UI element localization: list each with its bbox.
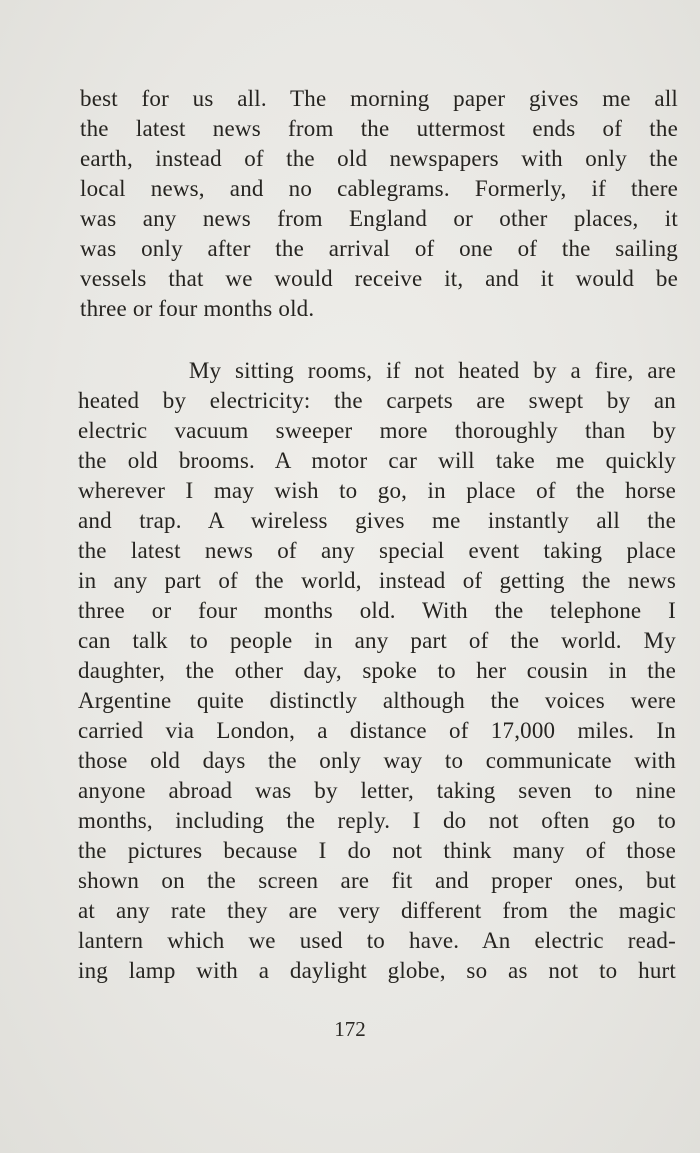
text-line: electric vacuum sweeper more thoroughly than by [78, 418, 676, 443]
text-line: carried via London, a distance of 17,000 miles. In [78, 718, 676, 743]
text-line: three or four months old. With the telephone I [78, 598, 676, 623]
text-line: best for us all. The morning paper gives me all [80, 86, 678, 111]
text-line: anyone abroad was by letter, taking seven to nine [78, 778, 676, 803]
text-line: months, including the reply. I do not often go to [78, 808, 676, 833]
text-line: lantern which we used to have. An electric read- [78, 928, 676, 953]
text-line: earth, instead of the old newspapers with only the [80, 146, 678, 171]
paragraph-2 [78, 356, 676, 986]
page-number: 172 [334, 1017, 366, 1041]
text-line: the pictures because I do not think many of those [78, 838, 676, 863]
text-line: at any rate they are very different from the magic [78, 898, 676, 923]
text-line: shown on the screen are fit and proper ones, but [78, 868, 676, 893]
text-line: those old days the only way to communicate with [78, 748, 676, 773]
text-line: the latest news of any special event taking place [78, 538, 676, 563]
text-line: heated by electricity: the carpets are swept by an [78, 388, 676, 413]
text-line: local news, and no cablegrams. Formerly, if there [80, 176, 678, 201]
text-line: daughter, the other day, spoke to her cousin in the [78, 658, 676, 683]
text-line: ing lamp with a daylight globe, so as not to hurt [78, 958, 676, 983]
text-line: three or four months old. [80, 296, 315, 321]
paragraph-1 [80, 84, 678, 324]
text-line: can talk to people in any part of the world. My [78, 628, 676, 653]
text-line: was any news from England or other places, it [80, 206, 678, 231]
text-line: wherever I may wish to go, in place of the horse [78, 478, 676, 503]
text-line: My sitting rooms, if not heated by a fire, are [78, 358, 676, 383]
text-line: the latest news from the uttermost ends of the [80, 116, 678, 141]
text-line: vessels that we would receive it, and it would be [80, 266, 678, 291]
text-line: and trap. A wireless gives me instantly all the [78, 508, 676, 533]
text-line: in any part of the world, instead of getting the news [78, 568, 676, 593]
text-line: Argentine quite distinctly although the voices were [78, 688, 676, 713]
text-line: was only after the arrival of one of the sailing [80, 236, 678, 261]
text-line: the old brooms. A motor car will take me quickly [78, 448, 676, 473]
